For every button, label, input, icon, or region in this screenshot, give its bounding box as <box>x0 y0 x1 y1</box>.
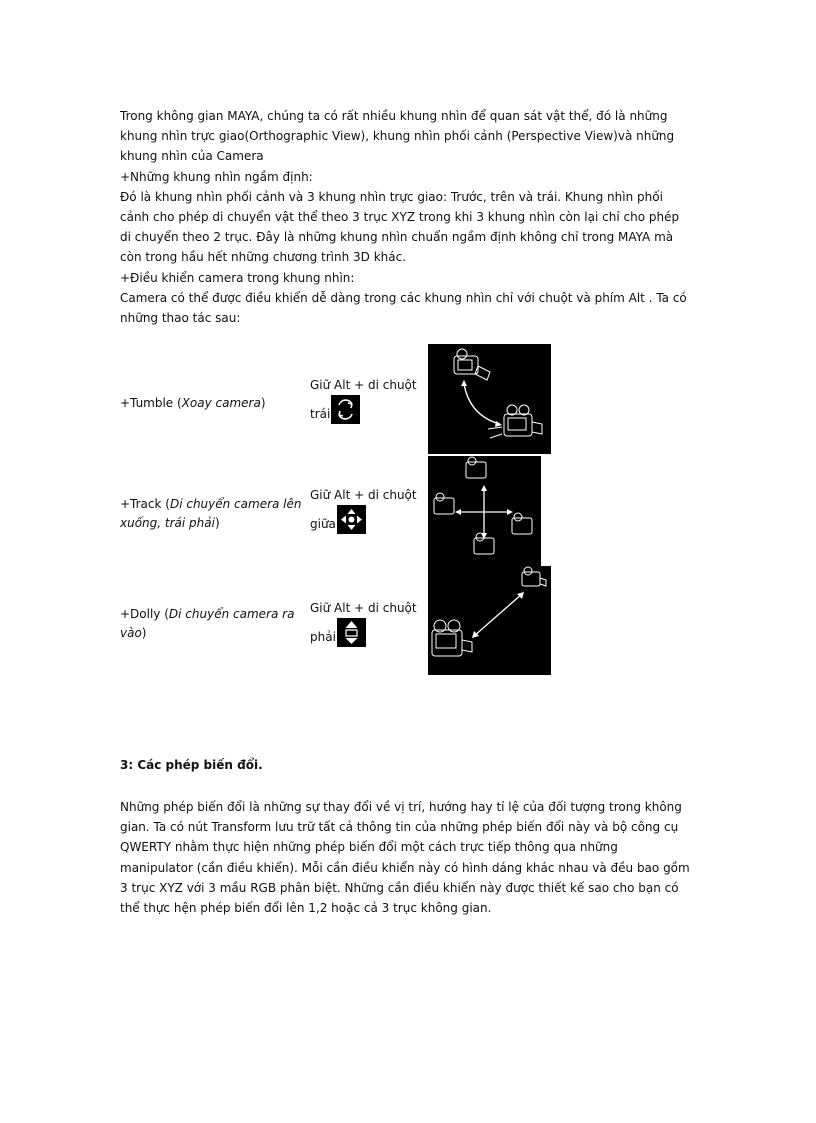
tumble-illustration <box>428 344 551 454</box>
text-line: Camera có thể được điều khiển dễ dàng trong các khung nhìn chỉ với chuột và phím Alt . Ta có <box>120 290 687 305</box>
tumble-label: +Tumble (Xoay camera) <box>120 396 266 410</box>
text-line: 3 trục XYZ với 3 mầu RGB phân biệt. Những cần điều khiển này được thiết kế sao cho bạn có <box>120 880 679 895</box>
text-line: QWERTY nhằm thực hiện những phép biến đổi một cách trực tiếp thông qua những <box>120 840 618 855</box>
text-line: cảnh cho phép di chuyển vật thể theo 3 trục XYZ trong khi 3 khung nhìn còn lại chỉ cho phép <box>120 210 680 225</box>
intro-paragraph <box>120 106 705 328</box>
action-text: Giữ Alt + di chuột <box>310 488 417 502</box>
action-text: giữa <box>310 517 336 531</box>
text-line: manipulator (cần điều khiển). Mỗi cần điều khiển này có hình dáng khác nhau và đều bao gồm <box>120 860 690 875</box>
text-line: gian. Ta có nút Transform lưu trữ tất cả thông tin của những phép biến đổi này và bộ công cụ <box>120 820 679 835</box>
track-cursor-icon <box>337 505 366 534</box>
action-text: trái <box>310 407 331 421</box>
text-line: di chuyển theo 2 trục. Đây là những khung nhìn chuẩn ngầm định không chỉ trong MAYA mà <box>120 230 674 245</box>
text-line: thể thực hện phép biến đổi lên 1,2 hoặc cả 3 trục không gian. <box>120 901 492 916</box>
text-line: khung nhìn của Camera <box>120 149 264 164</box>
text-line: Đó là khung nhìn phối cảnh và 3 khung nhìn trực giao: Trước, trên và trái. Khung nhìn phối <box>120 189 663 204</box>
dolly-cursor-icon <box>337 618 366 647</box>
text-line: còn trong hầu hết những chương trình 3D khác. <box>120 250 407 265</box>
action-text: Giữ Alt + di chuột <box>310 378 417 392</box>
text-line: Trong không gian MAYA, chúng ta có rất nhiều khung nhìn để quan sát vật thể, đó là những <box>120 109 668 123</box>
track-action <box>310 486 417 534</box>
dolly-illustration <box>428 566 551 675</box>
text-line: +Những khung nhìn ngầm định: <box>120 169 313 184</box>
text-line: Những phép biến đổi là những sự thay đổi về vị trí, hướng hay tỉ lệ của đối tượng trong không <box>120 800 682 814</box>
text-line: những thao tác sau: <box>120 311 241 326</box>
track-label: +Track (Di chuyển camera lên xuống, trái phải) <box>120 497 302 530</box>
tumble-cursor-icon <box>331 395 360 424</box>
text-line: khung nhìn trực giao(Orthographic View), khung nhìn phối cảnh (Perspective View)và những <box>120 129 675 144</box>
action-text: Giữ Alt + di chuột <box>310 601 417 615</box>
section-heading: 3: Các phép biến đổi. <box>120 758 263 772</box>
action-text: phải <box>310 630 336 644</box>
track-illustration <box>428 456 541 566</box>
dolly-label: +Dolly (Di chuyển camera ra vào) <box>120 607 295 640</box>
section-paragraph <box>120 797 705 918</box>
dolly-action <box>310 599 417 647</box>
tumble-action <box>310 376 417 424</box>
text-line: +Điều khiển camera trong khung nhìn: <box>120 270 355 285</box>
